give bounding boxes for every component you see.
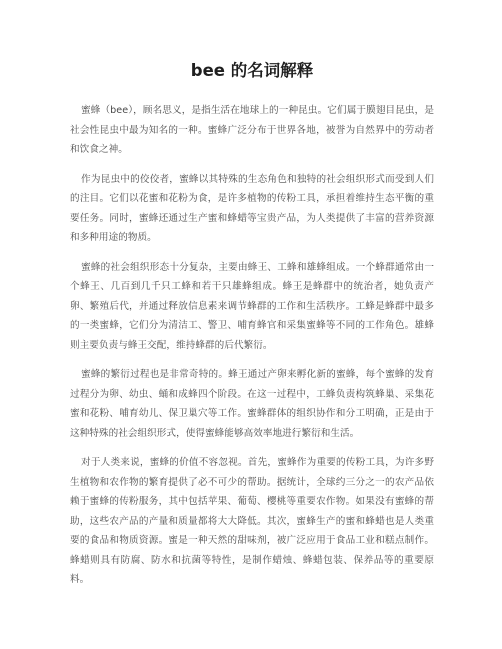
paragraph-3: 蜜蜂的社会组织形态十分复杂，主要由蜂王、工蜂和雄蜂组成。一个蜂群通常由一个蜂王、几百到几千只工蜂和若干只雄蜂组成。蜂王是蜂群中的统治者，她负责产卵、繁殖后代，并通过释放信息素来调节蜂群的工作和生活秩序。工蜂是蜂群中最多的一类蜜蜂，它们分为清洁工、警卫、哺育蜂官和采集蜜蜂等不同的工作角色。雄蜂则主要负责与蜂王交配，维持蜂群的后代繁衍。 (70, 261, 434, 351)
paragraph-4: 蜜蜂的繁衍过程也是非常奇特的。蜂王通过产卵来孵化新的蜜蜂，每个蜜蜂的发育过程分为卵、幼虫、蛹和成蜂四个阶段。在这一过程中，工蜂负责构筑蜂巢、采集花蜜和花粉、哺育幼儿、保卫巢穴等工作。蜜蜂群体的组织协作和分工明确，正是由于这种特殊的社会组织形式，使得蜜蜂能够高效率地进行繁衍和生活。 (70, 369, 434, 439)
paragraph-1: 蜜蜂（bee），顾名思义，是指生活在地球上的一种昆虫。它们属于膜翅目昆虫，是社会性昆虫中最为知名的一种。蜜蜂广泛分布于世界各地，被誉为自然界中的劳动者和饮食之神。 (70, 105, 434, 155)
paragraph-2: 作为昆虫中的佼佼者，蜜蜂以其特殊的生态角色和独特的社会组织形式而受到人们的注目。它们以花蜜和花粉为食，是许多植物的传粉工具，承担着维持生态平衡的重要任务。同时，蜜蜂还通过生产蜜和蜂蜡等宝贵产品，为人类提供了丰富的营养资源和多种用途的物质。 (70, 173, 434, 243)
document-title: bee 的名词解释 (190, 61, 314, 80)
paragraph-5: 对于人类来说，蜜蜂的价值不容忽视。首先，蜜蜂作为重要的传粉工具，为许多野生植物和农作物的繁育提供了必不可少的帮助。据统计，全球约三分之一的农产品依赖于蜜蜂的传粉服务，其中包括苹果、葡萄、樱桃等重要农作物。如果没有蜜蜂的帮助，这些农产品的产量和质量都将大大降低。其次，蜜蜂生产的蜜和蜂蜡也是人类重要的食品和物质资源。蜜是一种天然的甜味剂，被广泛应用于食品工业和糕点制作。蜂蜡则具有防腐、防水和抗菌等特性，是制作蜡烛、蜂蜡包装、保养品等的重要原料。 (70, 457, 434, 585)
